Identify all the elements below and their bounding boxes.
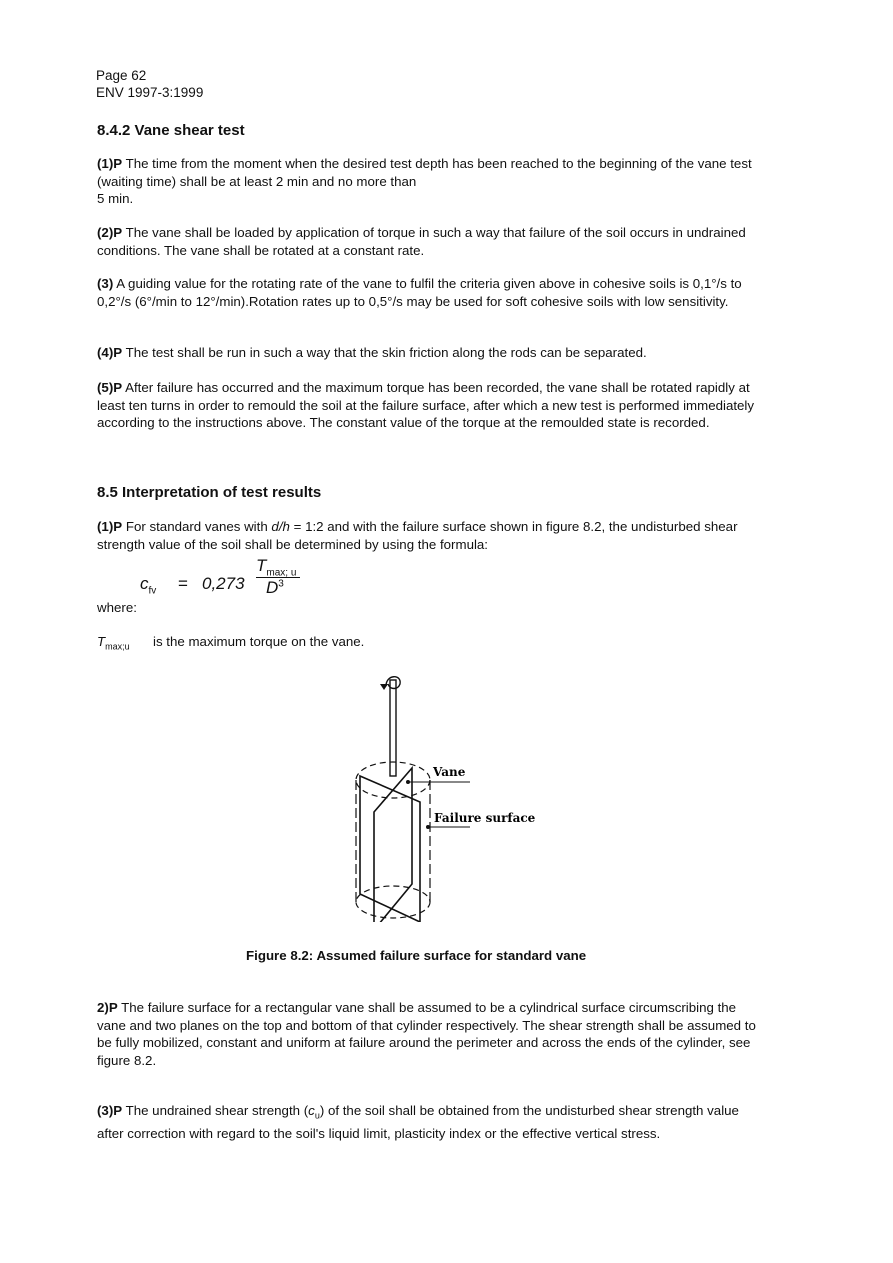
paragraph-text: The time from the moment when the desired test depth has been reached to the beginning of the vane test (waiting time) shall be at least 2 min and no more than <box>97 156 752 189</box>
paragraph-text: A guiding value for the rotating rate of the vane to fulfil the criteria given above in cohesive soils is 0,1°/s to 0,2°/s (6°/min to 12°/min).Rotation rates up to 0,5°/s may be used for soft cohesive soils with low sensitivity. <box>97 276 742 309</box>
paragraph-8-5-2p <box>97 999 767 1069</box>
formula-superscript: 3 <box>278 578 284 590</box>
paragraph-label: (3) <box>97 276 114 291</box>
cylinder-bottom <box>356 886 430 918</box>
paragraph-3 <box>97 275 767 310</box>
arrowhead-icon <box>380 684 388 690</box>
vane-figure <box>340 672 560 922</box>
formula-lhs <box>140 574 156 596</box>
paragraph-2p <box>97 224 767 259</box>
symbol-c: c <box>308 1103 315 1118</box>
paragraph-text: The test shall be run in such a way that the skin friction along the rods can be separated. <box>122 345 647 360</box>
paragraph-text: The vane shall be loaded by application of torque in such a way that failure of the soil occurs in undrained conditions. The vane shall be rotated at a constant rate. <box>97 225 746 258</box>
paragraph-8-5-1p <box>97 518 767 553</box>
paragraph-text: The failure surface for a rectangular vane shall be assumed to be a cylindrical surface circumscribing the vane and two planes on the top and bottom of that cylinder respectively. The shear strength shall be assumed to be fully mobilized, constant and uniform at failure around the perimeter and across the ends of the cylinder, see <box>97 1000 756 1050</box>
paragraph-label: (2)P <box>97 225 123 240</box>
formula-symbol: T <box>256 556 267 575</box>
standard-id: ENV 1997-3:1999 <box>96 85 204 100</box>
paragraph-label: (3)P <box>97 1103 123 1118</box>
page-number: Page 62 <box>96 68 147 83</box>
ratio-symbol: d/h <box>271 519 290 534</box>
section-8-5-title: 8.5 Interpretation of test results <box>97 484 322 501</box>
paragraph-label: 2)P <box>97 1000 118 1015</box>
paragraph-text: After failure has occurred and the maximum torque has been recorded, the vane shall be rotated rapidly at least ten turns in order to remould the soil at the failure surface, after which a new test is performed immediately according to the instructions above. The constant value of the torque at the remoulded state is recorded. <box>97 380 755 430</box>
paragraph-text: ) of the soil shall be obtained from the undisturbed shear strength value after correction with regard to the soil's liquid limit, plasticity index or the effective vertical stress. <box>97 1103 739 1142</box>
cylinder-top <box>356 762 430 798</box>
formula-subscript: max; u <box>266 567 297 579</box>
paragraph-5p <box>97 379 767 432</box>
paragraph-label: (1)P <box>97 519 123 534</box>
vane-leader-dot <box>406 780 410 784</box>
paragraph-tail: 5 min. <box>97 191 134 206</box>
paragraph-label: (5)P <box>97 380 123 395</box>
paragraph-4p <box>97 344 767 362</box>
formula-subscript: fv <box>148 585 157 597</box>
formula-symbol: c <box>140 574 149 593</box>
where-label: where: <box>97 600 137 615</box>
formula-equals: = <box>178 574 188 593</box>
paragraph-text: The undrained shear strength ( <box>122 1103 309 1118</box>
paragraph-tail: figure 8.2. <box>97 1052 157 1068</box>
figure-caption: Figure 8.2: Assumed failure surface for standard vane <box>246 948 587 963</box>
formula-numerator <box>256 556 296 578</box>
paragraph-label: (1)P <box>97 156 123 171</box>
variable-symbol <box>97 634 130 652</box>
variable-subscript: max;u <box>105 641 130 652</box>
vane-label: Vane <box>433 765 466 779</box>
variable-description: is the maximum torque on the vane. <box>153 634 365 649</box>
shear-strength-formula <box>140 556 340 600</box>
formula-coefficient: 0,273 <box>202 574 245 593</box>
failure-surface-label: Failure surface <box>434 811 536 825</box>
paragraph-text: = 1:2 and with the failure surface shown in figure 8.2, the undisturbed shear strength value of the soil shall be determined by using the formula: <box>97 519 738 552</box>
paragraph-text: For standard vanes with <box>122 519 272 534</box>
variable-letter: T <box>97 634 106 649</box>
failure-leader-dot <box>426 825 430 829</box>
formula-symbol: D <box>266 578 279 597</box>
formula-denominator <box>266 578 284 598</box>
section-8-4-2-title: 8.4.2 Vane shear test <box>97 122 245 139</box>
symbol-subscript: u <box>314 1110 320 1121</box>
paragraph-8-5-3p <box>97 1102 767 1143</box>
paragraph-label: (4)P <box>97 345 123 360</box>
vane-blade-1 <box>360 776 420 922</box>
paragraph-1p <box>97 155 767 208</box>
rotation-arrow-icon <box>386 677 400 689</box>
vane-blade-2 <box>374 768 412 922</box>
